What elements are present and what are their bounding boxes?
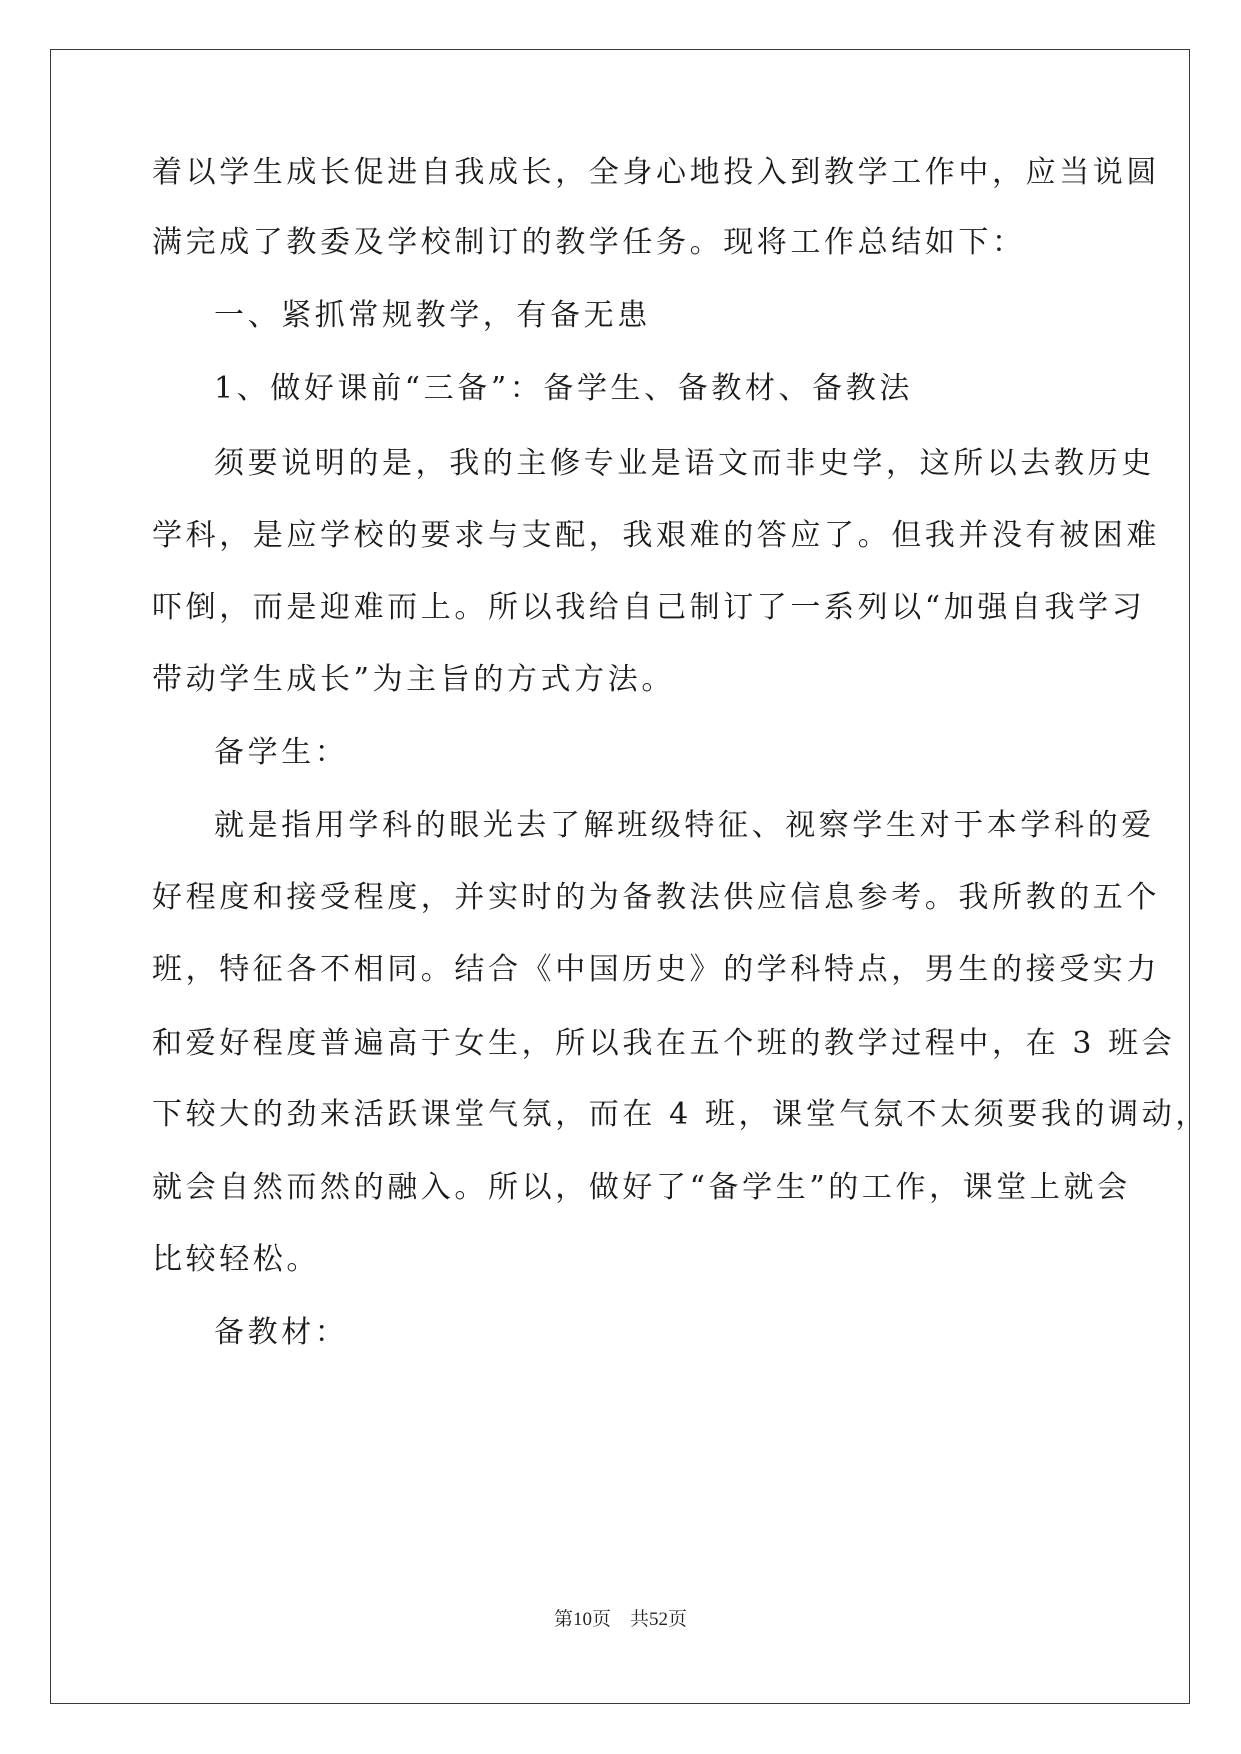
subsection-label: 备教材： bbox=[214, 1315, 349, 1350]
paragraph-line: 下较大的劲来活跃课堂气氛，而在 4 班，课堂气氛不太须要我的调动， bbox=[152, 1097, 1209, 1132]
paragraph-line: 班，特征各不相同。结合《中国历史》的学科特点，男生的接受实力 bbox=[152, 952, 1160, 987]
paragraph-line: 着以学生成长促进自我成长，全身心地投入到教学工作中，应当说圆 bbox=[152, 155, 1160, 190]
paragraph-line: 吓倒，而是迎难而上。所以我给自己制订了一系列以“加强自我学习 bbox=[152, 590, 1146, 625]
subsection-label: 备学生： bbox=[214, 735, 349, 770]
section-heading: 一、紧抓常规教学，有备无患 bbox=[214, 298, 651, 333]
subsection-heading: 1、做好课前“三备”：备学生、备教材、备教法 bbox=[214, 371, 913, 406]
paragraph-line: 满完成了教委及学校制订的教学任务。现将工作总结如下： bbox=[152, 225, 1026, 260]
paragraph-line: 就会自然而然的融入。所以，做好了“备学生”的工作，课堂上就会 bbox=[152, 1170, 1131, 1205]
paragraph-line: 就是指用学科的眼光去了解班级特征、视察学生对于本学科的爱 bbox=[214, 808, 1155, 843]
paragraph-line: 须要说明的是，我的主修专业是语文而非史学，这所以去教历史 bbox=[214, 446, 1155, 481]
page-number-footer: 第10页 共52页 bbox=[553, 1609, 687, 1630]
paragraph-line: 学科，是应学校的要求与支配，我艰难的答应了。但我并没有被困难 bbox=[152, 518, 1160, 553]
paragraph-line: 比较轻松。 bbox=[152, 1242, 320, 1277]
paragraph-line: 和爱好程度普遍高于女生，所以我在五个班的教学过程中，在 3 班会 bbox=[152, 1026, 1176, 1061]
paragraph-line: 带动学生成长”为主旨的方式方法。 bbox=[152, 662, 675, 697]
paragraph-line: 好程度和接受程度，并实时的为备教法供应信息参考。我所教的五个 bbox=[152, 880, 1160, 915]
